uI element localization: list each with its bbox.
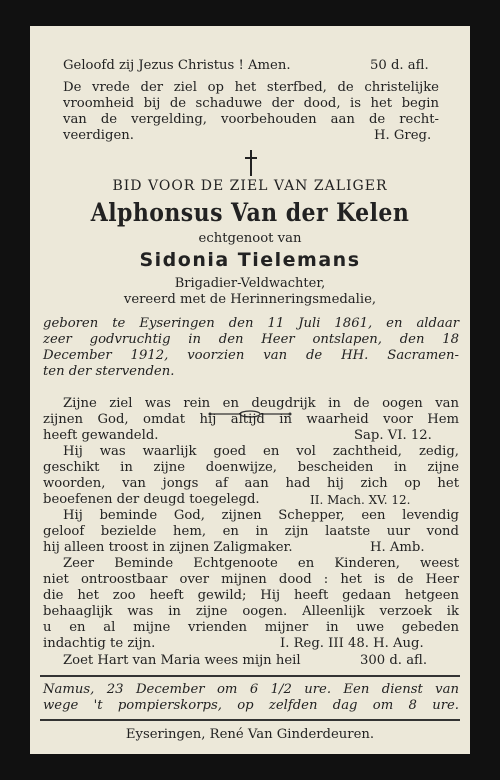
verse-line: Zijne ziel was rein en deugdrijk in de oogen van bbox=[63, 396, 459, 411]
divider-rule bbox=[40, 675, 460, 677]
verse-line: geschikt in zijne doenwijze, bescheiden in zijne bbox=[43, 460, 459, 475]
details-line: zeer godvruchtig in den Heer ontslapen, den 18 bbox=[43, 332, 459, 347]
verse-line: zijnen God, omdat hij altijd in waarheid voor Hem bbox=[43, 412, 459, 427]
verse-line: niet ontroostbaar over mijnen dood : het is de Heer bbox=[43, 572, 459, 587]
verse-line: hij alleen troost in zijnen Zaligmaker. bbox=[43, 540, 293, 555]
details-line: ten der stervenden. bbox=[43, 364, 175, 379]
funeral-line: wege 't pompierskorps, op zelfden dag om 8 ure. bbox=[43, 698, 459, 713]
verse-line: beoefenen der deugd toegelegd. bbox=[43, 492, 260, 507]
verse-source: Sap. VI. 12. bbox=[354, 428, 432, 443]
opening-indulgence: 50 d. afl. bbox=[370, 58, 429, 73]
opening-prayer: Geloofd zij Jezus Christus ! Amen. bbox=[63, 58, 291, 73]
verse-line: Hij beminde God, zijnen Schepper, een levendig bbox=[63, 508, 459, 523]
verse-line: woorden, van jongs af aan had hij zich op het bbox=[43, 476, 459, 491]
spouse-of-label: echtgenoot van bbox=[198, 231, 302, 246]
verse-source: II. Mach. XV. 12. bbox=[310, 493, 411, 507]
verse-line: u en al mijne vrienden mijner in uwe gebeden bbox=[43, 620, 459, 635]
verse-source: H. Amb. bbox=[370, 540, 425, 555]
quote-line: van de vergelding, voorbehouden aan de recht- bbox=[63, 112, 439, 127]
verse-line: die het zoo heeft gewild; Hij heeft gedaan hetgeen bbox=[43, 588, 459, 603]
verse-line: Hij was waarlijk goed en vol zachtheid, zedig, bbox=[63, 444, 459, 459]
verse-line: indachtig te zijn. bbox=[43, 636, 156, 651]
verse-line: behaaglijk was in zijne oogen. Alleenlijk verzoek ik bbox=[43, 604, 459, 619]
quote-line: veerdigen. bbox=[63, 128, 134, 143]
quote-line: De vrede der ziel op het sterfbed, de christelijke bbox=[63, 80, 439, 95]
closing-prayer: Zoet Hart van Maria wees mijn heil bbox=[63, 653, 301, 668]
verse-source: I. Reg. III 48. H. Aug. bbox=[280, 636, 424, 651]
divider-rule bbox=[40, 719, 460, 721]
verse-line: geloof bezielde hem, en in zijn laatste uur vond bbox=[43, 524, 459, 539]
spouse-name: Sidonia Tielemans bbox=[139, 249, 361, 271]
printer-credit: Eyseringen, René Van Ginderdeuren. bbox=[125, 727, 375, 742]
details-line: geboren te Eyseringen den 11 Juli 1861, en aldaar bbox=[43, 316, 459, 331]
intro-heading: BID VOOR DE ZIEL VAN ZALIGER bbox=[112, 178, 388, 194]
quote-source: H. Greg. bbox=[374, 128, 432, 143]
details-line: December 1912, voorzien van de HH. Sacramen- bbox=[43, 348, 459, 363]
quote-line: vroomheid bij de schaduwe der dood, is het begin bbox=[63, 96, 439, 111]
closing-indulgence: 300 d. afl. bbox=[360, 653, 428, 668]
verse-line: heeft gewandeld. bbox=[43, 428, 159, 443]
deceased-name: Alphonsus Van der Kelen bbox=[90, 198, 410, 227]
rank: Brigadier-Veldwachter, bbox=[174, 276, 326, 291]
honor: vereerd met de Herinneringsmedalie, bbox=[123, 292, 377, 307]
verse-line: Zeer Beminde Echtgenoote en Kinderen, weest bbox=[63, 556, 459, 571]
cross-icon bbox=[245, 150, 257, 176]
funeral-line: Namus, 23 December om 6 1/2 ure. Een dienst van bbox=[43, 682, 459, 697]
memorial-card bbox=[30, 26, 470, 754]
